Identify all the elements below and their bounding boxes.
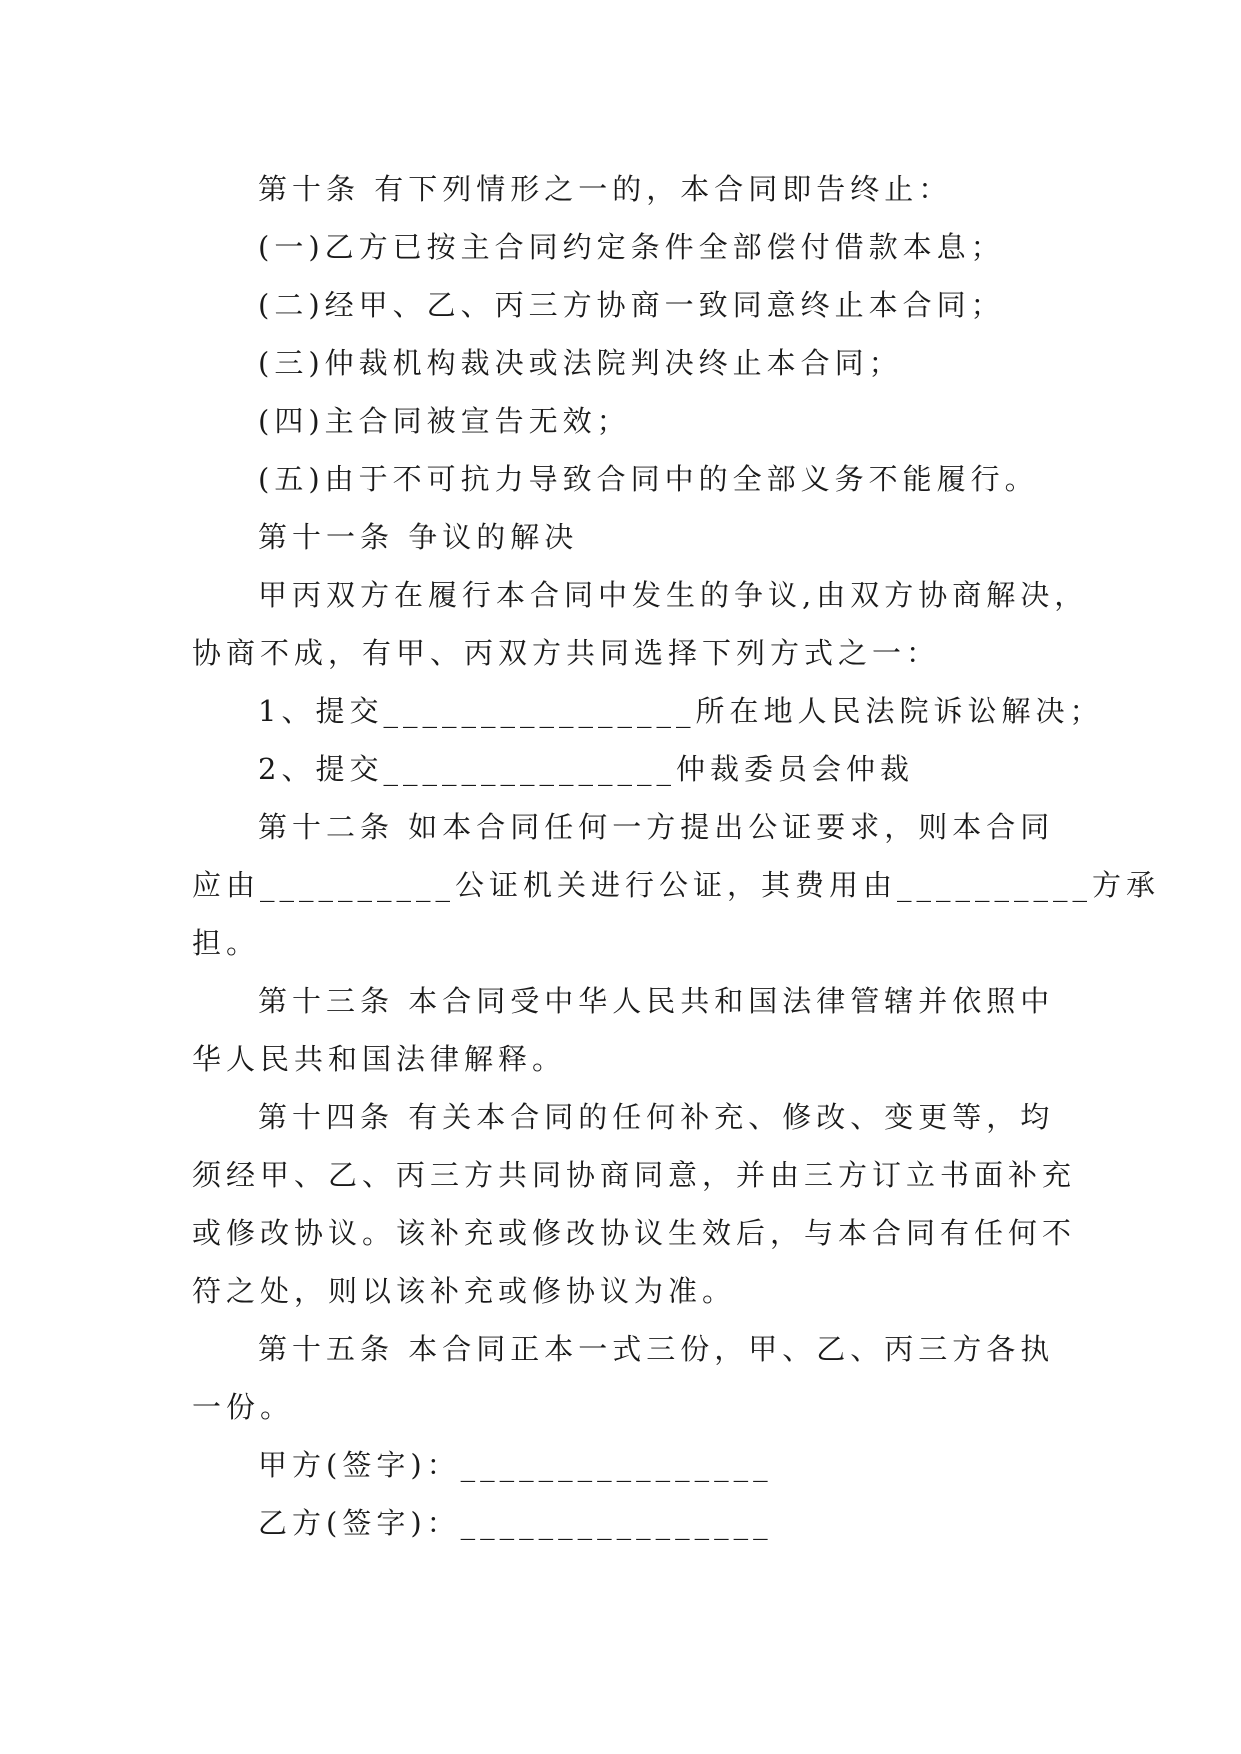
clause-11-option-1: 1、提交________________所在地人民法院诉讼解决； (258, 694, 1104, 728)
clause-11-heading: 第十一条 争议的解决 (258, 520, 579, 554)
clause-12-line-2: 应由__________公证机关进行公证，其费用由__________方承 (192, 868, 1161, 902)
clause-10-item-1: (一)乙方已按主合同约定条件全部偿付借款本息； (258, 230, 1005, 264)
clause-15-line-2: 一份。 (192, 1390, 295, 1424)
clause-11-option-2: 2、提交_______________仲裁委员会仲裁 (258, 752, 914, 786)
clause-10-item-5: (五)由于不可抗力导致合同中的全部义务不能履行。 (258, 462, 1039, 496)
clause-10-item-2: (二)经甲、乙、丙三方协商一致同意终止本合同； (258, 288, 1005, 322)
clause-11-text-line-1: 甲丙双方在履行本合同中发生的争议,由双方协商解决， (258, 578, 1089, 612)
clause-15-line-1: 第十五条 本合同正本一式三份，甲、乙、丙三方各执 (258, 1332, 1055, 1366)
clause-12-line-3: 担。 (192, 926, 261, 960)
clause-13-line-1: 第十三条 本合同受中华人民共和国法律管辖并依照中 (258, 984, 1055, 1018)
party-a-signature: 甲方(签字)：________________ (258, 1448, 773, 1482)
clause-13-line-2: 华人民共和国法律解释。 (192, 1042, 567, 1076)
clause-14-line-1: 第十四条 有关本合同的任何补充、修改、变更等，均 (258, 1100, 1055, 1134)
clause-14-line-2: 须经甲、乙、丙三方共同协商同意，并由三方订立书面补充 (192, 1158, 1077, 1192)
clause-14-line-3: 或修改协议。该补充或修改协议生效后，与本合同有任何不 (192, 1216, 1077, 1250)
clause-12-line-1: 第十二条 如本合同任何一方提出公证要求，则本合同 (258, 810, 1055, 844)
clause-14-line-4: 符之处，则以该补充或修协议为准。 (192, 1274, 737, 1308)
party-b-signature: 乙方(签字)：________________ (258, 1506, 773, 1540)
clause-11-text-line-2: 协商不成，有甲、丙双方共同选择下列方式之一： (192, 636, 941, 670)
document-body (192, 160, 1161, 1552)
clause-10-heading: 第十条 有下列情形之一的，本合同即告终止： (258, 172, 953, 206)
clause-10-item-3: (三)仲裁机构裁决或法院判决终止本合同； (258, 346, 903, 380)
clause-10-item-4: (四)主合同被宣告无效； (258, 404, 631, 438)
